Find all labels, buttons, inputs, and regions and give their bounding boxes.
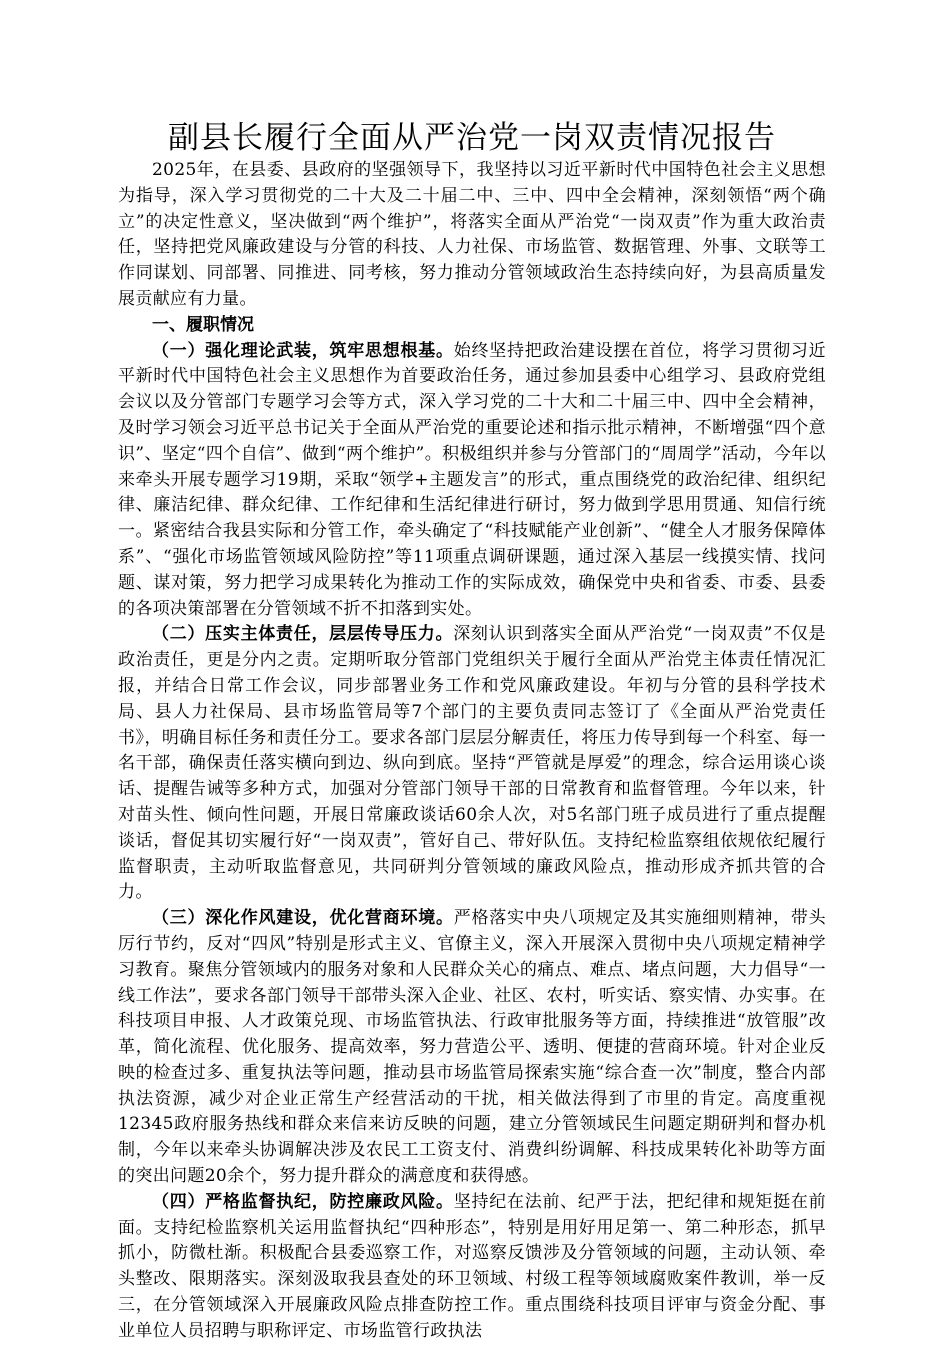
item-paragraph-1 [118,339,826,623]
item-body-3: 严格落实中央八项规定及其实施细则精神，带头厉行节约，反对“四风”特别是形式主义、官僚主义，深入开展深入贯彻中央八项规定精神学习教育。聚焦分管领域内的服务对象和人民群众关心的痛点、难点、堵点问题，大力倡导“一线工作法”，要求各部门领导干部带头深入企业、社区、农村，听实话、察实情、办实事。在科技项目申报、人才政策兑现、市场监管执法、行政审批服务等方面，持续推进“放管服”改革，简化流程、优化服务、提高效率，努力营造公平、透明、便捷的营商环境。针对企业反映的检查过多、重复执法等问题，推动县市场监管局探索实施“综合查一次”制度，整合内部执法资源，减少对企业正常生产经营活动的干扰，相关做法得到了市里的肯定。高度重视12345政府服务热线和群众来信来访反映的问题，建立分管领域民生问题定期研判和督办机制，今年以来牵头协调解决涉及农民工工资支付、消费纠纷调解、科技成果转化补助等方面的突出问题20余个，努力提升群众的满意度和获得感。 [118,908,826,1187]
item-paragraph-2 [118,622,826,906]
document-title: 副县长履行全面从严治党一岗双责情况报告 [168,120,776,156]
item-body-1: 始终坚持把政治建设摆在首位，将学习贯彻习近平新时代中国特色社会主义思想作为首要政治任务，通过参加县委中心组学习、县政府党组会议以及分管部门专题学习会等方式，深入学习党的二十大和二十届三中、四中全会精神，及时学习领会习近平总书记关于全面从严治党的重要论述和指示批示精神，不断增强“四个意识”、坚定“四个自信”、做到“两个维护”。积极组织并参与分管部门的“周周学”活动，今年以来牵头开展专题学习19期，采取“领学+主题发言”的形式，重点围绕党的政治纪律、组织纪律、廉洁纪律、群众纪律、工作纪律和生活纪律进行研讨，努力做到学思用贯通、知信行统一。紧密结合我县实际和分管工作，牵头确定了“科技赋能产业创新”、“健全人才服务保障体系”、“强化市场监管领域风险防控”等11项重点调研课题，通过深入基层一线摸实情、找问题、谋对策，努力把学习成果转化为推动工作的实际成效，确保党中央和省委、市委、县委的各项决策部署在分管领域不折不扣落到实处。 [118,340,826,619]
document-page [118,118,826,1345]
item-body-4: 坚持纪在法前、纪严于法，把纪律和规矩挺在前面。支持纪检监察机关运用监督执纪“四种形态”，特别是用好用足第一、第二种形态，抓早抓小，防微杜渐。积极配合县委巡察工作，对巡察反馈涉及分管领域的问题，主动认领、牵头整改、限期落实。深刻汲取我县查处的环卫领域、村级工程等领域腐败案件教训，举一反三，在分管领域深入开展廉政风险点排查防控工作。重点围绕科技项目评审与资金分配、事业单位人员招聘与职称评定、市场监管行政执法 [118,1191,826,1341]
intro-paragraph: 2025年，在县委、县政府的坚强领导下，我坚持以习近平新时代中国特色社会主义思想为指导，深入学习贯彻党的二十大及二十届二中、三中、四中全会精神，深刻领悟“两个确立”的决定性意义，坚决做到“两个维护”，将落实全面从严治党“一岗双责”作为重大政治责任，坚持把党风廉政建设与分管的科技、人力社保、市场监管、数据管理、外事、文联等工作同谋划、同部署、同推进、同考核，努力推动分管领域政治生态持续向好，为县高质量发展贡献应有力量。 [118,160,826,309]
item-lead-1: （一）强化理论武装，筑牢思想根基。 [152,340,454,361]
item-paragraph-3 [118,906,826,1190]
item-paragraph-4 [118,1190,826,1345]
item-lead-3: （三）深化作风建设，优化营商环境。 [152,908,454,929]
section-heading-performance: 一、履职情况 [152,314,254,335]
item-lead-4: （四）严格监督执纪，防控廉政风险。 [152,1191,454,1212]
item-lead-2: （二）压实主体责任，层层传导压力。 [152,624,454,645]
item-body-2: 深刻认识到落实全面从严治党“一岗双责”不仅是政治责任，更是分内之责。定期听取分管部门党组织关于履行全面从严治党主体责任情况汇报，并结合日常工作会议，同步部署业务工作和党风廉政建设。年初与分管的县科学技术局、县人力社保局、县市场监管局等7个部门的主要负责同志签订了《全面从严治党责任书》，明确目标任务和责任分工。要求各部门层层分解责任，将压力传导到每一个科室、每一名干部，确保责任落实横向到边、纵向到底。坚持“严管就是厚爱”的理念，综合运用谈心谈话、提醒告诫等多种方式，加强对分管部门领导干部的日常教育和监督管理。今年以来，针对苗头性、倾向性问题，开展日常廉政谈话60余人次，对5名部门班子成员进行了重点提醒谈话，督促其切实履行好“一岗双责”，管好自己、带好队伍。支持纪检监察组依规依纪履行监督职责，主动听取监督意见，共同研判分管领域的廉政风险点，推动形成齐抓共管的合力。 [118,624,826,903]
